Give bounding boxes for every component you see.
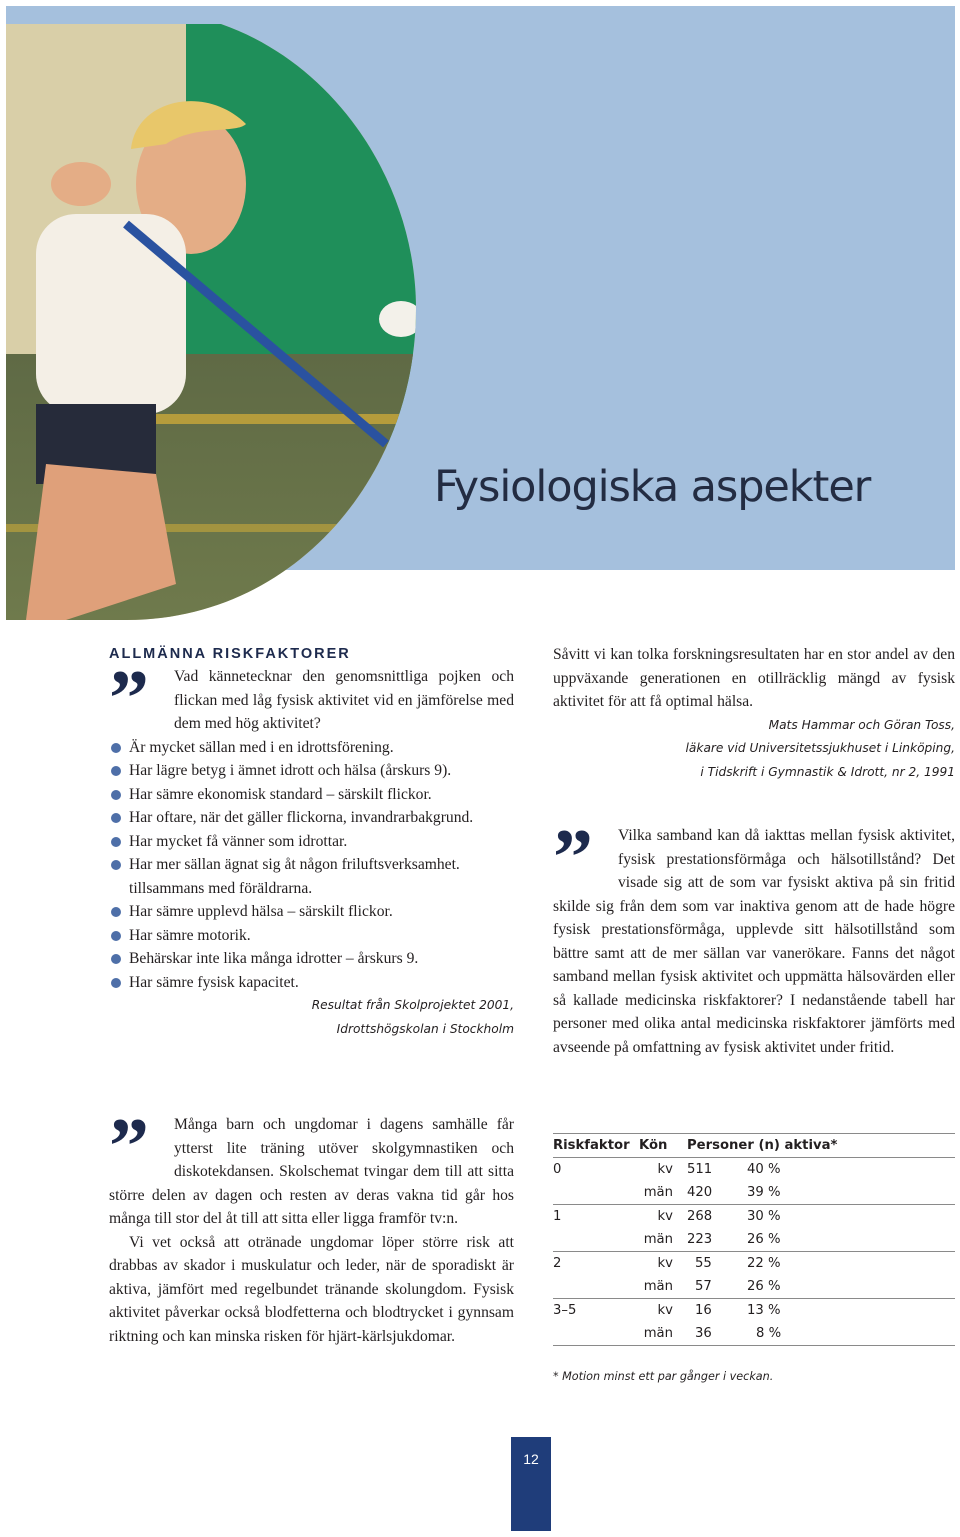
attribution-line: i Tidskrift i Gymnastik & Idrott, nr 2, 1991 — [700, 764, 955, 779]
risk-factor-list — [109, 736, 514, 995]
table-row: män 57 26 % — [553, 1275, 955, 1299]
table-row: män 420 39 % — [553, 1181, 955, 1205]
bullet-icon — [111, 907, 121, 917]
intro-text: Vad kännetecknar den genomsnittliga pojken och flickan med låg fysisk aktivitet vid en jämförelse med dem med hög aktivitet? — [174, 668, 514, 732]
table-row: män 36 8 % — [553, 1322, 955, 1346]
body-paragraph: Såvitt vi kan tolka forskningsresultaten har en stor andel av den uppväxande generationen en otillräcklig mängd av fysisk aktivitet för att få optimal hälsa. — [553, 646, 955, 710]
list-item: Har sämre upplevd hälsa – särskilt flickor. — [109, 900, 514, 924]
page-number: 12 — [511, 1437, 551, 1531]
bullet-icon — [111, 931, 121, 941]
risk-factor-table — [553, 1133, 955, 1383]
bullet-icon — [111, 790, 121, 800]
list-item: Har mycket få vänner som idrottar. — [109, 830, 514, 854]
table-row: 2 kv 55 22 % — [553, 1255, 781, 1271]
risk-factors-column — [109, 643, 514, 1041]
bullet-icon — [111, 766, 121, 776]
table-row: 3–5 kv 16 13 % — [553, 1302, 781, 1318]
page-title: Fysiologiska aspekter — [434, 462, 871, 512]
bullet-icon — [111, 978, 121, 988]
bullet-icon — [111, 954, 121, 964]
table-footnote: * Motion minst ett par gånger i veckan. — [553, 1369, 774, 1383]
list-item: Har sämre ekonomisk standard – särskilt flickor. — [109, 783, 514, 807]
list-item: Behärskar inte lika många idrotter – årskurs 9. — [109, 947, 514, 971]
list-item: Har oftare, när det gäller flickorna, invandrarbakgrund. — [109, 806, 514, 830]
data-table — [553, 1133, 955, 1346]
bullet-icon — [111, 813, 121, 823]
list-item: Har mer sällan ägnat sig åt någon friluftsverksamhet. tillsammans med föräldrarna. — [109, 853, 514, 900]
list-item: Är mycket sällan med i en idrottsförening. — [109, 736, 514, 760]
attribution-line: Mats Hammar och Göran Toss, — [768, 717, 955, 732]
bullet-icon — [111, 837, 121, 847]
table-header-row — [553, 1134, 955, 1158]
right-column — [553, 643, 955, 1059]
column-header: Riskfaktor — [553, 1134, 639, 1158]
quote-text: Vilka samband kan då iakttas mellan fysisk aktivitet, fysisk prestationsförmåga och hälsotillstånd? Det visade sig att de som var fysiskt aktiva på sin fritid skilde sig från dem som var inaktiva genom att de hade högre fysisk prestationsförmåga, upplevde sitt hälsotillstånd som bättre samt att de mer sällan var vanerökare. Fanns det något samband mellan fysisk aktivitet och uppmätta hälsovärden eller så kallade medicinska riskfaktorer? I nedanstående tabell har personer med olika antal medicinska riskfaktorer jämförts med avseende på omfattning av fysisk aktivitet under fritid. — [553, 827, 955, 1056]
table-row: män 223 26 % — [553, 1228, 955, 1252]
quote-block — [109, 1103, 514, 1231]
quote-mark-icon: ” — [109, 1103, 141, 1191]
table-row: 1 kv 268 30 % — [553, 1208, 781, 1224]
source-line: Resultat från Skolprojektet 2001, — [311, 998, 514, 1012]
quote-text: Många barn och ungdomar i dagens samhälle får ytterst lite träning utöver skolgymnastiken och diskotekdansen. Skolschemat tvingar dem till att sitta större delen av dagen och resten av deras vakna tid går hos många till stor del åt till att sitta eller ligga framför tv:n. — [109, 1116, 514, 1227]
column-header: Personer (n) aktiva* — [687, 1134, 955, 1158]
quote-block — [553, 814, 955, 1059]
column-header: Kön — [639, 1134, 687, 1158]
lower-left-column — [109, 1103, 514, 1348]
list-item: Har lägre betyg i ämnet idrott och hälsa (årskurs 9). — [109, 759, 514, 783]
quote-mark-icon: ” — [553, 814, 585, 902]
badminton-player-photo — [6, 24, 416, 620]
table-row: 0 kv 511 40 % — [553, 1161, 781, 1177]
list-item: Har sämre motorik. — [109, 924, 514, 948]
intro-quote — [109, 655, 514, 743]
bullet-icon — [111, 743, 121, 753]
source-line: Idrottshögskolan i Stockholm — [336, 1021, 514, 1036]
bullet-icon — [111, 860, 121, 870]
body-paragraph: Vi vet också att otränade ungdomar löper större risk att drabbas av skador i muskulatur och leder, när de sporadiskt är aktiva, jämfört med regelbundet tränande skolungdom. Fysisk aktivitet påverkar också blodfetterna och blodtrycket i gynnsam riktning och kan minska risken för hjärt-kärlsjukdomar. — [109, 1233, 514, 1345]
attribution-line: läkare vid Universitetssjukhuset i Linköping, — [685, 741, 955, 755]
list-item: Har sämre fysisk kapacitet. — [109, 971, 514, 995]
section-heading: ALLMÄNNA RISKFAKTORER — [109, 646, 351, 662]
quote-mark-icon: ” — [109, 655, 141, 743]
